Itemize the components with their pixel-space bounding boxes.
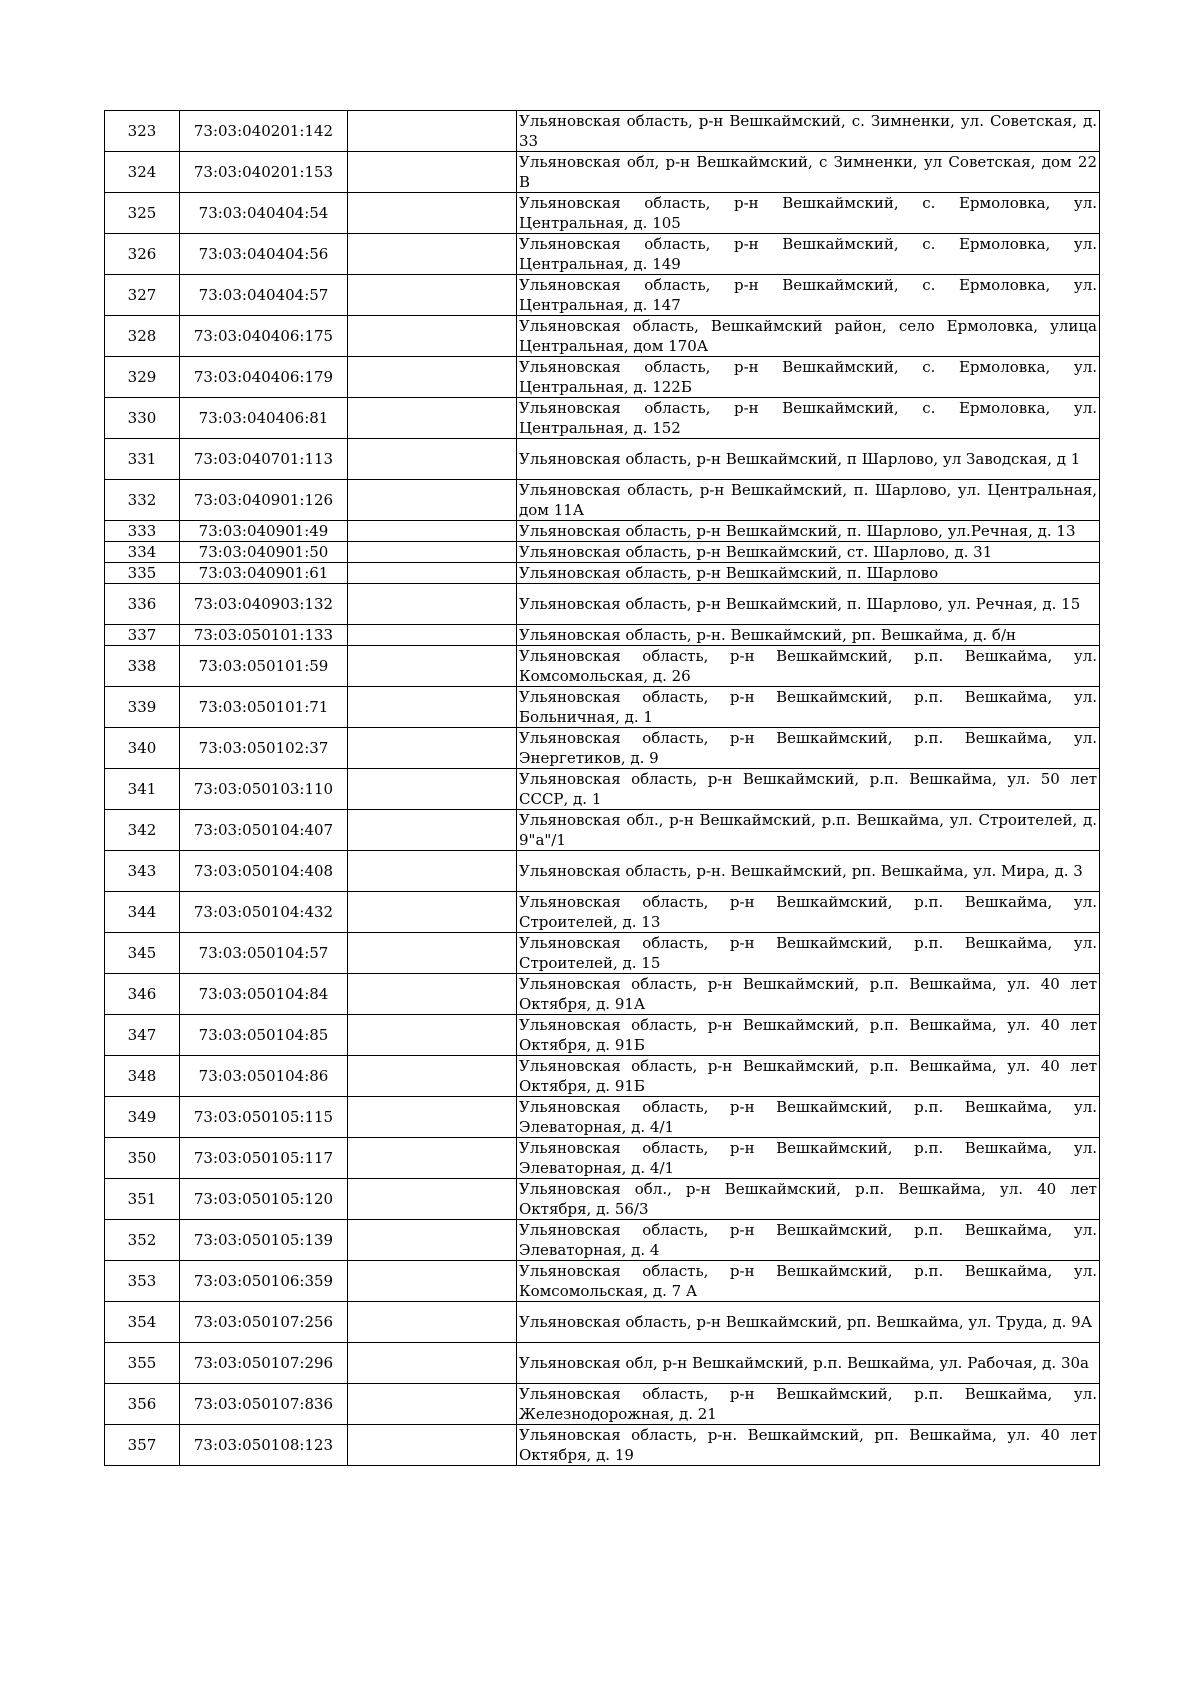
empty-cell <box>348 1138 517 1179</box>
empty-cell <box>348 398 517 439</box>
empty-cell <box>348 521 517 542</box>
table-row <box>105 933 1100 974</box>
row-number-cell: 356 <box>105 1384 180 1425</box>
cadastral-number-cell: 73:03:050103:110 <box>180 769 348 810</box>
cadastral-number-cell: 73:03:050104:84 <box>180 974 348 1015</box>
table-row <box>105 974 1100 1015</box>
address-cell: Ульяновская область, р-н Вешкаймский, с. Ермоловка, ул. Центральная, д. 152 <box>517 398 1100 439</box>
address-cell: Ульяновская область, р-н Вешкаймский, р.п. Вешкайма, ул. Комсомольская, д. 26 <box>517 646 1100 687</box>
table-row <box>105 1097 1100 1138</box>
address-cell: Ульяновская область, р-н Вешкаймский, с. Ермоловка, ул. Центральная, д. 147 <box>517 275 1100 316</box>
row-number-cell: 341 <box>105 769 180 810</box>
row-number-cell: 343 <box>105 851 180 892</box>
cadastral-number-cell: 73:03:050102:37 <box>180 728 348 769</box>
address-cell: Ульяновская область, р-н Вешкаймский, р.п. Вешкайма, ул. 40 лет Октября, д. 91Б <box>517 1015 1100 1056</box>
row-number-cell: 332 <box>105 480 180 521</box>
cadastral-number-cell: 73:03:050105:120 <box>180 1179 348 1220</box>
cadastral-number-cell: 73:03:050105:117 <box>180 1138 348 1179</box>
table-row <box>105 111 1100 152</box>
table-row <box>105 851 1100 892</box>
table-row <box>105 1015 1100 1056</box>
row-number-cell: 353 <box>105 1261 180 1302</box>
property-table <box>104 110 1100 1466</box>
row-number-cell: 347 <box>105 1015 180 1056</box>
empty-cell <box>348 1179 517 1220</box>
cadastral-number-cell: 73:03:040701:113 <box>180 439 348 480</box>
empty-cell <box>348 646 517 687</box>
table-body <box>105 111 1100 1466</box>
address-cell: Ульяновская область, р-н Вешкаймский, р.п. Вешкайма, ул. Элеваторная, д. 4/1 <box>517 1138 1100 1179</box>
cadastral-number-cell: 73:03:050105:115 <box>180 1097 348 1138</box>
empty-cell <box>348 1343 517 1384</box>
table-row <box>105 1343 1100 1384</box>
empty-cell <box>348 584 517 625</box>
empty-cell <box>348 892 517 933</box>
row-number-cell: 336 <box>105 584 180 625</box>
cadastral-number-cell: 73:03:050108:123 <box>180 1425 348 1466</box>
empty-cell <box>348 810 517 851</box>
cadastral-number-cell: 73:03:050107:836 <box>180 1384 348 1425</box>
empty-cell <box>348 275 517 316</box>
cadastral-number-cell: 73:03:050101:59 <box>180 646 348 687</box>
address-cell: Ульяновская область, р-н Вешкаймский, р.п. Вешкайма, ул. Больничная, д. 1 <box>517 687 1100 728</box>
cadastral-number-cell: 73:03:040201:142 <box>180 111 348 152</box>
empty-cell <box>348 1056 517 1097</box>
address-cell: Ульяновская область, р-н. Вешкаймский, рп. Вешкайма, ул. Мира, д. 3 <box>517 851 1100 892</box>
table-row <box>105 1384 1100 1425</box>
cadastral-number-cell: 73:03:040404:56 <box>180 234 348 275</box>
cadastral-number-cell: 73:03:040404:54 <box>180 193 348 234</box>
cadastral-number-cell: 73:03:050105:139 <box>180 1220 348 1261</box>
row-number-cell: 355 <box>105 1343 180 1384</box>
empty-cell <box>348 769 517 810</box>
table-row <box>105 728 1100 769</box>
address-cell: Ульяновская область, р-н Вешкаймский, р.п. Вешкайма, ул. Элеваторная, д. 4/1 <box>517 1097 1100 1138</box>
cadastral-number-cell: 73:03:040901:50 <box>180 542 348 563</box>
row-number-cell: 352 <box>105 1220 180 1261</box>
table-row <box>105 152 1100 193</box>
row-number-cell: 349 <box>105 1097 180 1138</box>
row-number-cell: 329 <box>105 357 180 398</box>
cadastral-number-cell: 73:03:050104:86 <box>180 1056 348 1097</box>
empty-cell <box>348 1097 517 1138</box>
row-number-cell: 354 <box>105 1302 180 1343</box>
table-row <box>105 625 1100 646</box>
table-row <box>105 1261 1100 1302</box>
empty-cell <box>348 1425 517 1466</box>
address-cell: Ульяновская область, р-н Вешкаймский, с. Зимненки, ул. Советская, д. 33 <box>517 111 1100 152</box>
row-number-cell: 324 <box>105 152 180 193</box>
table-row <box>105 193 1100 234</box>
address-cell: Ульяновская область, р-н Вешкаймский, с. Ермоловка, ул. Центральная, д. 122Б <box>517 357 1100 398</box>
table-row <box>105 646 1100 687</box>
address-cell: Ульяновская область, р-н Вешкаймский, п Шарлово, ул Заводская, д 1 <box>517 439 1100 480</box>
row-number-cell: 338 <box>105 646 180 687</box>
table-row <box>105 1302 1100 1343</box>
row-number-cell: 339 <box>105 687 180 728</box>
address-cell: Ульяновская область, р-н Вешкаймский, п. Шарлово <box>517 563 1100 584</box>
row-number-cell: 337 <box>105 625 180 646</box>
table-row <box>105 521 1100 542</box>
cadastral-number-cell: 73:03:040903:132 <box>180 584 348 625</box>
address-cell: Ульяновская обл, р-н Вешкаймский, р.п. Вешкайма, ул. Рабочая, д. 30а <box>517 1343 1100 1384</box>
table-row <box>105 480 1100 521</box>
cadastral-number-cell: 73:03:040901:49 <box>180 521 348 542</box>
empty-cell <box>348 625 517 646</box>
table-row <box>105 1056 1100 1097</box>
address-cell: Ульяновская область, р-н Вешкаймский, п. Шарлово, ул.Речная, д. 13 <box>517 521 1100 542</box>
table-row <box>105 687 1100 728</box>
row-number-cell: 327 <box>105 275 180 316</box>
table-row <box>105 234 1100 275</box>
cadastral-number-cell: 73:03:040901:61 <box>180 563 348 584</box>
empty-cell <box>348 193 517 234</box>
address-cell: Ульяновская область, р-н Вешкаймский, рп. Вешкайма, ул. Труда, д. 9А <box>517 1302 1100 1343</box>
table-row <box>105 357 1100 398</box>
empty-cell <box>348 1220 517 1261</box>
address-cell: Ульяновская область, р-н Вешкаймский, с. Ермоловка, ул. Центральная, д. 105 <box>517 193 1100 234</box>
address-cell: Ульяновская область, р-н Вешкаймский, р.п. Вешкайма, ул. Железнодорожная, д. 21 <box>517 1384 1100 1425</box>
empty-cell <box>348 851 517 892</box>
row-number-cell: 331 <box>105 439 180 480</box>
table-row <box>105 1138 1100 1179</box>
row-number-cell: 325 <box>105 193 180 234</box>
row-number-cell: 344 <box>105 892 180 933</box>
empty-cell <box>348 111 517 152</box>
table-row <box>105 584 1100 625</box>
address-cell: Ульяновская обл., р-н Вешкаймский, р.п. Вешкайма, ул. 40 лет Октября, д. 56/3 <box>517 1179 1100 1220</box>
empty-cell <box>348 316 517 357</box>
address-cell: Ульяновская область, р-н Вешкаймский, р.п. Вешкайма, ул. Элеваторная, д. 4 <box>517 1220 1100 1261</box>
cadastral-number-cell: 73:03:050104:407 <box>180 810 348 851</box>
empty-cell <box>348 563 517 584</box>
row-number-cell: 326 <box>105 234 180 275</box>
address-cell: Ульяновская область, Вешкаймский район, село Ермоловка, улица Центральная, дом 170А <box>517 316 1100 357</box>
address-cell: Ульяновская обл., р-н Вешкаймский, р.п. Вешкайма, ул. Строителей, д. 9"а"/1 <box>517 810 1100 851</box>
row-number-cell: 345 <box>105 933 180 974</box>
empty-cell <box>348 1015 517 1056</box>
table-row <box>105 892 1100 933</box>
row-number-cell: 350 <box>105 1138 180 1179</box>
cadastral-number-cell: 73:03:040404:57 <box>180 275 348 316</box>
cadastral-number-cell: 73:03:050101:71 <box>180 687 348 728</box>
table-row <box>105 439 1100 480</box>
address-cell: Ульяновская обл, р-н Вешкаймский, с Зимненки, ул Советская, дом 22 В <box>517 152 1100 193</box>
table-row <box>105 769 1100 810</box>
address-cell: Ульяновская область, р-н Вешкаймский, ст. Шарлово, д. 31 <box>517 542 1100 563</box>
cadastral-number-cell: 73:03:050104:432 <box>180 892 348 933</box>
table-row <box>105 1425 1100 1466</box>
empty-cell <box>348 480 517 521</box>
address-cell: Ульяновская область, р-н Вешкаймский, р.п. Вешкайма, ул. 50 лет СССР, д. 1 <box>517 769 1100 810</box>
empty-cell <box>348 687 517 728</box>
table-row <box>105 398 1100 439</box>
row-number-cell: 348 <box>105 1056 180 1097</box>
cadastral-number-cell: 73:03:050106:359 <box>180 1261 348 1302</box>
empty-cell <box>348 152 517 193</box>
empty-cell <box>348 1384 517 1425</box>
table-row <box>105 563 1100 584</box>
address-cell: Ульяновская область, р-н Вешкаймский, п. Шарлово, ул. Речная, д. 15 <box>517 584 1100 625</box>
empty-cell <box>348 439 517 480</box>
row-number-cell: 323 <box>105 111 180 152</box>
cadastral-number-cell: 73:03:050107:296 <box>180 1343 348 1384</box>
row-number-cell: 357 <box>105 1425 180 1466</box>
cadastral-number-cell: 73:03:050101:133 <box>180 625 348 646</box>
address-cell: Ульяновская область, р-н Вешкаймский, р.п. Вешкайма, ул. Энергетиков, д. 9 <box>517 728 1100 769</box>
row-number-cell: 335 <box>105 563 180 584</box>
address-cell: Ульяновская область, р-н Вешкаймский, р.п. Вешкайма, ул. Строителей, д. 15 <box>517 933 1100 974</box>
address-cell: Ульяновская область, р-н. Вешкаймский, рп. Вешкайма, ул. 40 лет Октября, д. 19 <box>517 1425 1100 1466</box>
empty-cell <box>348 728 517 769</box>
cadastral-number-cell: 73:03:040201:153 <box>180 152 348 193</box>
row-number-cell: 342 <box>105 810 180 851</box>
empty-cell <box>348 234 517 275</box>
empty-cell <box>348 542 517 563</box>
address-cell: Ульяновская область, р-н Вешкаймский, р.п. Вешкайма, ул. 40 лет Октября, д. 91А <box>517 974 1100 1015</box>
cadastral-number-cell: 73:03:050107:256 <box>180 1302 348 1343</box>
empty-cell <box>348 1261 517 1302</box>
table-row <box>105 275 1100 316</box>
address-cell: Ульяновская область, р-н Вешкаймский, с. Ермоловка, ул. Центральная, д. 149 <box>517 234 1100 275</box>
table-row <box>105 810 1100 851</box>
table-row <box>105 316 1100 357</box>
empty-cell <box>348 974 517 1015</box>
row-number-cell: 340 <box>105 728 180 769</box>
row-number-cell: 334 <box>105 542 180 563</box>
address-cell: Ульяновская область, р-н. Вешкаймский, рп. Вешкайма, д. б/н <box>517 625 1100 646</box>
cadastral-number-cell: 73:03:040901:126 <box>180 480 348 521</box>
cadastral-number-cell: 73:03:050104:57 <box>180 933 348 974</box>
cadastral-number-cell: 73:03:040406:175 <box>180 316 348 357</box>
cadastral-number-cell: 73:03:050104:85 <box>180 1015 348 1056</box>
cadastral-number-cell: 73:03:040406:81 <box>180 398 348 439</box>
row-number-cell: 328 <box>105 316 180 357</box>
empty-cell <box>348 357 517 398</box>
address-cell: Ульяновская область, р-н Вешкаймский, р.п. Вешкайма, ул. Комсомольская, д. 7 А <box>517 1261 1100 1302</box>
cadastral-number-cell: 73:03:050104:408 <box>180 851 348 892</box>
row-number-cell: 330 <box>105 398 180 439</box>
table-row <box>105 1179 1100 1220</box>
table-row <box>105 542 1100 563</box>
address-cell: Ульяновская область, р-н Вешкаймский, п. Шарлово, ул. Центральная, дом 11А <box>517 480 1100 521</box>
address-cell: Ульяновская область, р-н Вешкаймский, р.п. Вешкайма, ул. 40 лет Октября, д. 91Б <box>517 1056 1100 1097</box>
row-number-cell: 351 <box>105 1179 180 1220</box>
cadastral-number-cell: 73:03:040406:179 <box>180 357 348 398</box>
empty-cell <box>348 933 517 974</box>
table-row <box>105 1220 1100 1261</box>
row-number-cell: 346 <box>105 974 180 1015</box>
empty-cell <box>348 1302 517 1343</box>
address-cell: Ульяновская область, р-н Вешкаймский, р.п. Вешкайма, ул. Строителей, д. 13 <box>517 892 1100 933</box>
row-number-cell: 333 <box>105 521 180 542</box>
